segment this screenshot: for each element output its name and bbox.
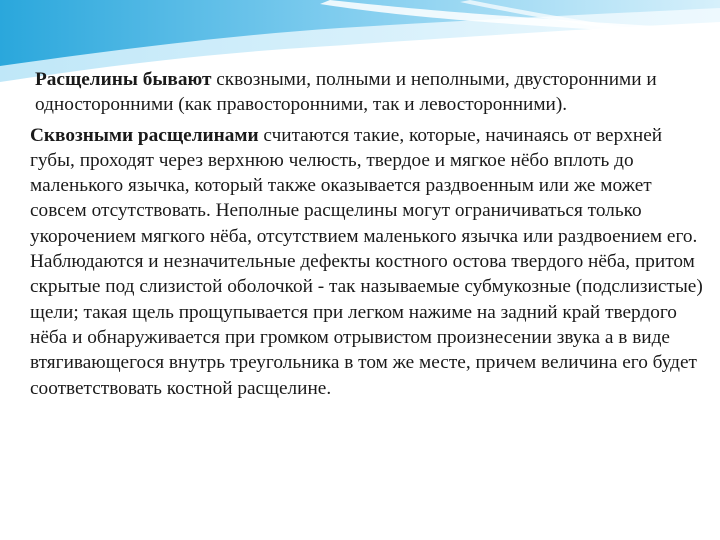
paragraph-lead-bold: Сквозными расщелинами	[30, 124, 259, 146]
paragraph-body: сквозными, полными и неполными, двусторонними и односторонними (как правосторонними, так и левосторонними).	[35, 69, 657, 116]
paragraph-through-clefts	[30, 123, 706, 401]
paragraph-body: считаются такие, которые, начинаясь от верхней губы, проходят через верхнюю челюсть, твердое и мягкое нёбо вплоть до маленького язычка, который также оказывается раздвоенным или же может совсем отсутствовать. Неполные расщелины могут ограничиваться только укорочением мягкого нёба, отсутствием маленького язычка или раздвоением его. Наблюдаются и незначительные дефекты костного остова твердого нёба, притом скрытые под слизистой оболочкой - так называемые субмукозные (подслизистые) щели; такая щель прощупывается при легком нажиме на задний край твердого нёба и обнаруживается при громком отрывистом произнесении звука а в виде втягивающегося внутрь треугольника в том же месте, причем величина его будет соответствовать костной расщелине.	[30, 124, 703, 399]
slide-body-text	[30, 67, 706, 406]
paragraph-cleft-types	[30, 67, 706, 118]
paragraph-lead-bold: Расщелины бывают	[35, 69, 212, 90]
